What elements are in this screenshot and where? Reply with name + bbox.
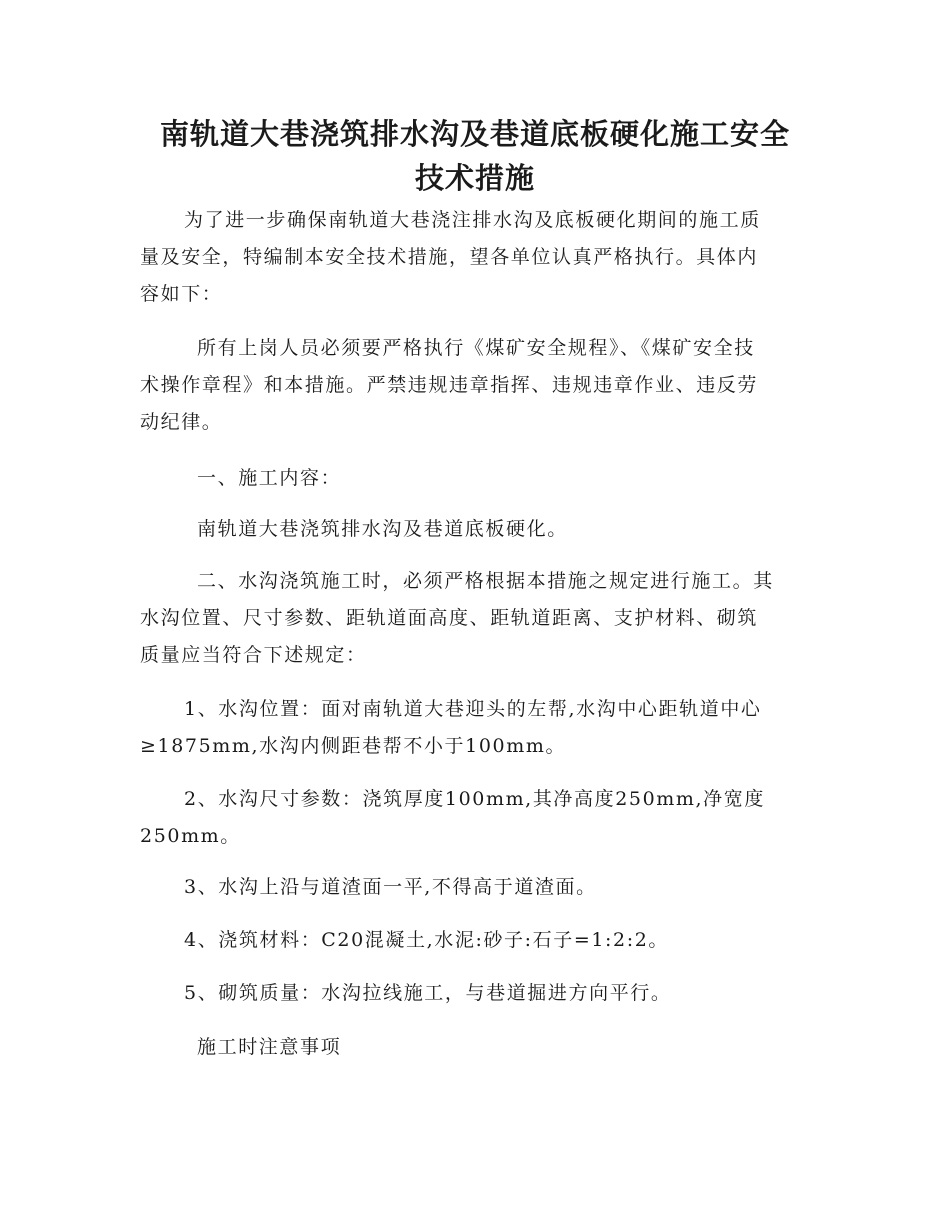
intro-paragraph bbox=[140, 202, 810, 313]
document-title bbox=[140, 112, 810, 200]
section-2-line-3: 质量应当符合下述规定： bbox=[140, 644, 367, 666]
rules-line-2: 术操作章程》和本措施。严禁违规违章指挥、违规违章作业、违反劳 bbox=[140, 374, 759, 396]
item-2-line-2: 250mm。 bbox=[140, 825, 241, 847]
section-1-body bbox=[140, 511, 810, 548]
section-1-heading-text: 一、施工内容： bbox=[197, 467, 342, 489]
item-1-paragraph bbox=[140, 691, 810, 765]
item-2-paragraph bbox=[140, 781, 810, 855]
rules-line-1: 所有上岗人员必须要严格执行《煤矿安全规程》、《煤矿安全技 bbox=[197, 337, 755, 359]
item-1-line-1: 1、水沟位置：面对南轨道大巷迎头的左帮,水沟中心距轨道中心 bbox=[184, 698, 762, 720]
notes-heading-text: 施工时注意事项 bbox=[197, 1036, 342, 1058]
intro-line-1: 为了进一步确保南轨道大巷浇注排水沟及底板硬化期间的施工质 bbox=[184, 209, 761, 231]
item-4-paragraph bbox=[140, 922, 810, 959]
section-2-line-1: 二、水沟浇筑施工时，必须严格根据本措施之规定进行施工。其 bbox=[197, 570, 774, 592]
section-1-body-text: 南轨道大巷浇筑排水沟及巷道底板硬化。 bbox=[197, 518, 568, 540]
rules-line-3: 动纪律。 bbox=[140, 411, 223, 433]
section-1-heading bbox=[140, 460, 810, 497]
item-3-paragraph bbox=[140, 869, 810, 906]
notes-heading bbox=[140, 1029, 810, 1066]
item-3-text: 3、水沟上沿与道渣面一平,不得高于道渣面。 bbox=[184, 876, 597, 898]
item-4-text: 4、浇筑材料：C20混凝土,水泥:砂子:石子=1:2:2。 bbox=[184, 929, 670, 951]
item-2-line-1: 2、水沟尺寸参数：浇筑厚度100mm,其净高度250mm,净宽度 bbox=[184, 788, 765, 810]
item-5-text: 5、砌筑质量：水沟拉线施工，与巷道掘进方向平行。 bbox=[184, 982, 672, 1004]
intro-line-2: 量及安全，特编制本安全技术措施，望各单位认真严格执行。具体内 bbox=[140, 246, 759, 268]
title-line-2: 技术措施 bbox=[414, 161, 535, 195]
rules-paragraph bbox=[140, 330, 810, 441]
intro-line-3: 容如下： bbox=[140, 283, 223, 305]
section-2-paragraph bbox=[140, 563, 810, 674]
item-5-paragraph bbox=[140, 975, 810, 1012]
item-1-line-2: ≥1875mm,水沟内侧距巷帮不小于100mm。 bbox=[140, 735, 567, 757]
title-line-1: 南轨道大巷浇筑排水沟及巷道底板硬化施工安全 bbox=[159, 117, 790, 151]
section-2-line-2: 水沟位置、尺寸参数、距轨道面高度、距轨道距离、支护材料、砌筑 bbox=[140, 607, 759, 629]
